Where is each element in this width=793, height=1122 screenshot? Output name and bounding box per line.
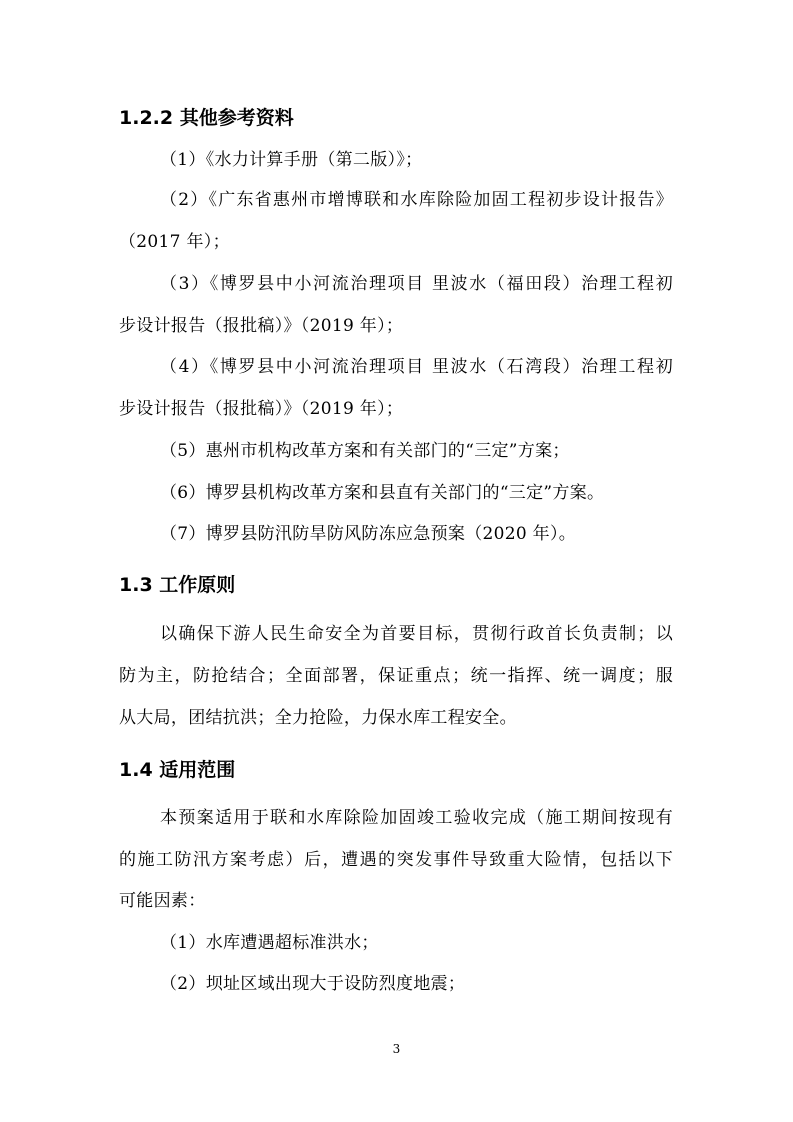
reference-item: （5）惠州市机构改革方案和有关部门的“三定”方案； [160,441,570,461]
reference-item: （3）《博罗县中小河流治理项目 里波水（福田段）治理工程初 [160,274,673,294]
page-number: 3 [392,1042,401,1056]
list-item: （2）坝址区域出现大于设防烈度地震； [160,974,466,994]
paragraph-line: 本预案适用于联和水库除险加固竣工验收完成（施工期间按现有 [160,808,673,828]
paragraph-line: 的施工防汛方案考虑）后，遭遇的突发事件导致重大险情，包括以下 [119,850,673,870]
reference-item: （2）《广东省惠州市增博联和水库除险加固工程初步设计报告》 [160,190,673,210]
list-item: （1）水库遭遇超标准洪水； [160,933,379,953]
paragraph-line: 防为主，防抢结合；全面部署，保证重点；统一指挥、统一调度；服 [119,666,673,686]
reference-item: （6）博罗县机构改革方案和县直有关部门的“三定”方案。 [160,483,605,503]
reference-item: （4）《博罗县中小河流治理项目 里波水（石湾段）治理工程初 [160,357,673,377]
reference-item-continuation: （2017 年）； [119,232,230,252]
paragraph-line: 以确保下游人民生命安全为首要目标，贯彻行政首长负责制；以 [160,624,673,644]
reference-item: （1）《水力计算手册（第二版）》； [160,150,423,170]
reference-item-continuation: 步设计报告（报批稿）》（2019 年）； [119,316,404,336]
paragraph-line: 从大局，团结抗洪；全力抢险，力保水库工程安全。 [119,708,517,728]
paragraph-line: 可能因素： [119,891,206,911]
reference-item-continuation: 步设计报告（报批稿）》（2019 年）； [119,399,404,419]
heading-1-3: 1.3 工作原则 [119,574,236,596]
reference-item: （7）博罗县防汛防旱防风防冻应急预案（2020 年）。 [160,524,577,544]
heading-1-4: 1.4 适用范围 [119,759,236,781]
heading-1-2-2: 1.2.2 其他参考资料 [119,107,294,129]
